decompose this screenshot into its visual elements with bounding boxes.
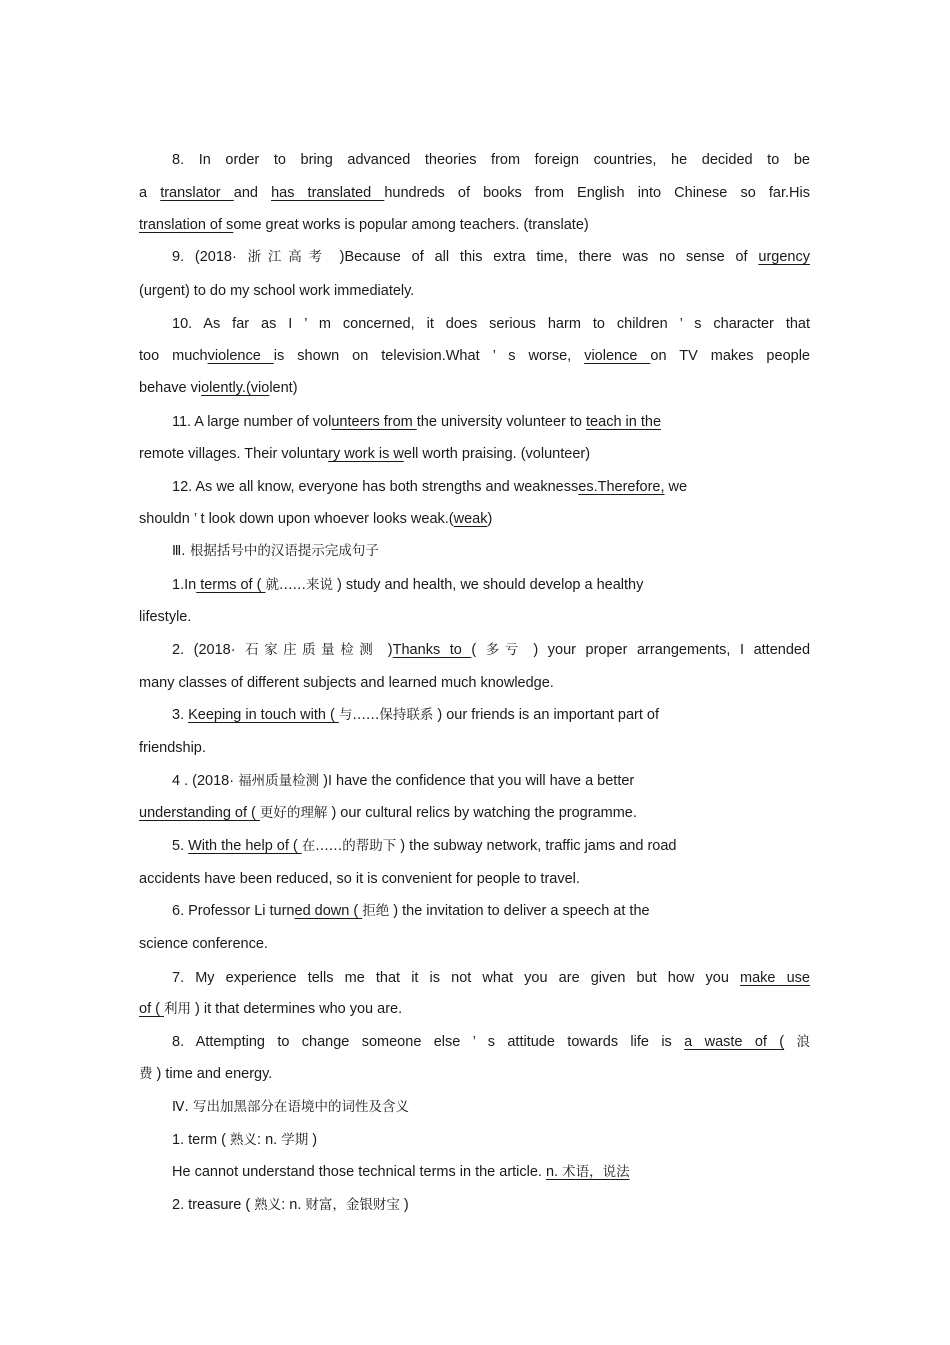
section-heading-3: [172, 538, 810, 564]
line-text: 财富，金银财宝: [305, 1197, 400, 1213]
line-l15: [139, 604, 810, 630]
answer-blank: has translated: [271, 185, 385, 201]
line-text: 与……保持联系: [338, 707, 434, 723]
line-text: ) our cultural relics by watching the programme.: [327, 805, 637, 821]
line-text: ): [487, 511, 493, 527]
line-text: is shown on television.What ’ s worse,: [273, 348, 585, 364]
answer-blank: ry work is w: [328, 446, 404, 462]
answer-blank: es.Therefore,: [578, 479, 665, 495]
line-text: the university volunteer to: [416, 414, 587, 430]
line-l24: [172, 898, 810, 924]
line-text: He cannot understand those technical terms in the article.: [172, 1164, 546, 1180]
line-text: 浙江高考: [247, 249, 329, 265]
line-text: on TV makes people: [650, 348, 810, 364]
line-l12: [139, 506, 810, 532]
line-text: ): [399, 1197, 409, 1213]
line-text: ell worth praising. (volunteer): [403, 446, 591, 462]
line-text: ome great works is popular among teachers. (translate): [233, 217, 589, 233]
line-text: : n.: [281, 1197, 306, 1213]
line-text: 12. As we all know, everyone has both strengths and weakness: [172, 479, 579, 495]
line-text: 10. As far as I ’ m concerned, it does serious harm to children ’ s character that: [172, 316, 810, 332]
line-text: 多亏: [485, 642, 524, 658]
line-l23: [139, 866, 810, 892]
answer-blank: violence: [207, 348, 274, 364]
line-text: friendship.: [139, 740, 206, 756]
line-text: 在……的帮助下: [301, 838, 397, 854]
line-l5: [139, 278, 810, 304]
line-text: ) the subway network, traffic jams and road: [396, 838, 677, 854]
line-text: )I have the confidence that you will have a better: [319, 773, 635, 789]
line-text: 更好的理解: [259, 805, 328, 821]
line-text: a: [139, 185, 161, 201]
answer-blank: 术语，说法: [562, 1164, 630, 1180]
line-text: ) your proper arrangements, I attended: [523, 642, 810, 658]
line-l4: [172, 244, 810, 270]
answer-blank: urgency: [758, 249, 810, 265]
line-text: 熟义: [254, 1197, 282, 1213]
line-l16: [172, 637, 810, 663]
answer-blank: a waste of (: [684, 1034, 785, 1050]
line-text: 8. Attempting to change someone else ’ s attitude towards life is: [172, 1034, 685, 1050]
line-text: shouldn ’ t look down upon whoever looks weak.(: [139, 511, 454, 527]
line-text: )Because of all this extra time, there was no sense of: [328, 249, 759, 265]
line-text: Ⅲ. 根据括号中的汉语提示完成句子: [172, 543, 379, 559]
answer-blank: weak: [453, 511, 488, 527]
answer-blank: teach in the: [586, 414, 662, 430]
line-text: 5.: [172, 838, 189, 854]
line-text: (urgent) to do my school work immediately.: [139, 283, 415, 299]
line-text: 学期: [281, 1132, 309, 1148]
answer-blank: Thanks to: [392, 642, 472, 658]
line-text: lent): [269, 380, 298, 396]
line-text: remote villages. Their volunta: [139, 446, 329, 462]
line-l1: [172, 147, 810, 173]
section-heading-4: [172, 1094, 810, 1120]
answer-blank: make use: [740, 970, 810, 986]
answer-blank: Keeping in touch with (: [188, 707, 339, 723]
line-text: : n.: [257, 1132, 282, 1148]
line-text: lifestyle.: [139, 609, 192, 625]
line-text: Ⅳ. 写出加黑部分在语境中的词性及含义: [172, 1099, 410, 1115]
line-text: ): [308, 1132, 318, 1148]
line-text: too much: [139, 348, 208, 364]
line-text: 浪: [796, 1034, 810, 1050]
line-text: 福州质量检测: [238, 773, 320, 789]
line-l6: [172, 311, 810, 337]
line-l2: [139, 180, 810, 206]
line-text: 1.In: [172, 577, 197, 593]
line-l19: [139, 735, 810, 761]
line-l32: [172, 1159, 810, 1185]
answer-blank: olently.(vio: [201, 380, 270, 396]
line-text: 拒绝: [362, 903, 390, 919]
line-text: 石家庄质量检测: [245, 642, 379, 658]
answer-blank: understanding of (: [139, 805, 260, 821]
line-text: behave vi: [139, 380, 202, 396]
answer-blank: translator: [160, 185, 234, 201]
line-text: 利用: [163, 1001, 191, 1017]
line-text: ) our friends is an important part of: [433, 707, 660, 723]
line-text: many classes of different subjects and learned much knowledge.: [139, 675, 554, 691]
line-text: 就……来说: [265, 577, 333, 593]
line-l8: [139, 375, 810, 401]
line-l22: [172, 833, 810, 859]
line-l7: [139, 343, 810, 369]
line-l26: [172, 965, 810, 991]
line-text: (: [471, 642, 486, 658]
line-text: 4 . (2018·: [172, 773, 239, 789]
line-text: accidents have been reduced, so it is convenient for people to travel.: [139, 871, 580, 887]
line-text: 9. (2018·: [172, 249, 248, 265]
line-text: science conference.: [139, 936, 268, 952]
line-l14: [172, 572, 810, 598]
line-text: ) it that determines who you are.: [190, 1001, 403, 1017]
answer-blank: violence: [584, 348, 651, 364]
answer-blank: ed down (: [294, 903, 363, 919]
line-l3: [139, 212, 810, 238]
answer-blank: of (: [139, 1001, 164, 1017]
line-text: ) time and energy.: [152, 1066, 273, 1082]
line-l25: [139, 931, 810, 957]
line-text: we: [664, 479, 688, 495]
line-l10: [139, 441, 810, 467]
answer-blank: terms of (: [196, 577, 266, 593]
line-l31: [172, 1127, 810, 1153]
answer-blank: n.: [545, 1164, 563, 1180]
line-l9: [172, 409, 810, 435]
line-l20: [172, 768, 810, 794]
line-text: 8. In order to bring advanced theories from foreign countries, he decided to be: [172, 152, 810, 168]
line-text: ): [378, 642, 393, 658]
line-l33: [172, 1192, 810, 1218]
line-l21: [139, 800, 810, 826]
line-text: 2. (2018·: [172, 642, 246, 658]
line-text: [784, 1034, 796, 1050]
answer-blank: With the help of (: [188, 838, 302, 854]
answer-blank: translation of s: [139, 217, 234, 233]
line-text: 3.: [172, 707, 189, 723]
line-l28: [172, 1029, 810, 1055]
line-text: 7. My experience tells me that it is not what you are given but how you: [172, 970, 741, 986]
line-text: and: [233, 185, 272, 201]
line-l11: [172, 474, 810, 500]
line-text: 11. A large number of vol: [172, 414, 332, 430]
line-text: 费: [139, 1066, 153, 1082]
line-l18: [172, 702, 810, 728]
line-text: 2. treasure (: [172, 1197, 255, 1213]
line-text: hundreds of books from English into Chinese so far.His: [384, 185, 810, 201]
line-text: ) the invitation to deliver a speech at the: [389, 903, 650, 919]
line-text: 1. term (: [172, 1132, 231, 1148]
answer-blank: unteers from: [331, 414, 417, 430]
line-l29: [139, 1061, 810, 1087]
line-l17: [139, 670, 810, 696]
line-text: 熟义: [230, 1132, 258, 1148]
line-text: ) study and health, we should develop a healthy: [332, 577, 644, 593]
line-text: 6. Professor Li turn: [172, 903, 295, 919]
line-l27: [139, 996, 810, 1022]
